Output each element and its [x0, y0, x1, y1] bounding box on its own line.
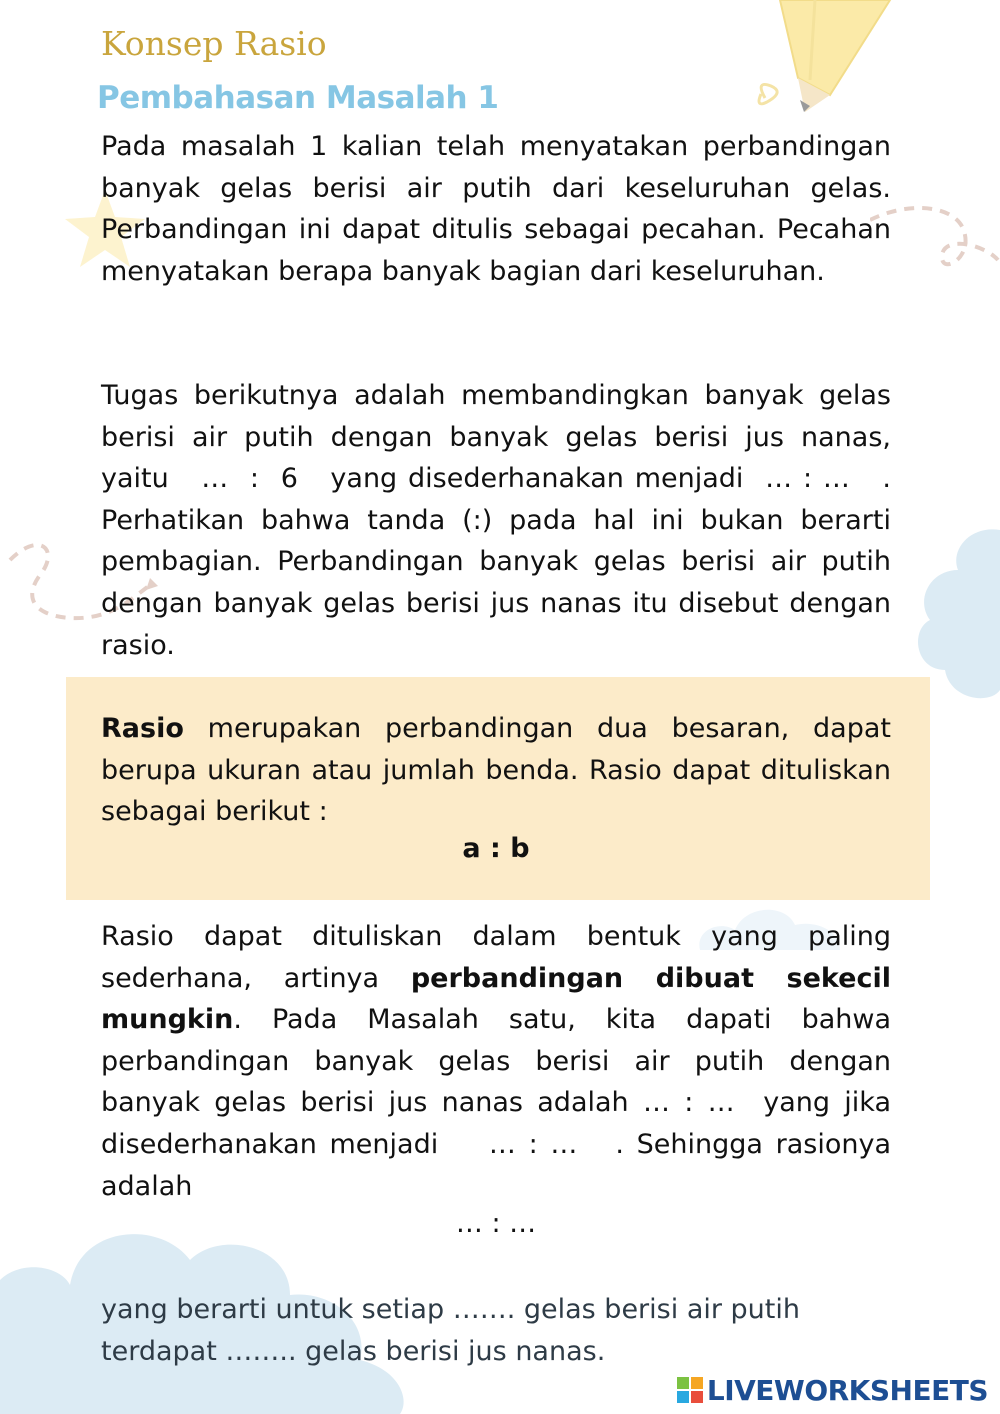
brand-name: LIVEWORKSHEETS [706, 1373, 988, 1407]
liveworksheets-logo [677, 1372, 988, 1408]
ratio-answer-blank: … : … [455, 1208, 537, 1239]
pencil-decoration [740, 0, 940, 125]
definition-body: merupakan perbandingan dua besaran, dapat berupa ukuran atau jumlah benda. Rasio dapat dituliskan sebagai berikut : [101, 713, 891, 828]
page-title: Konsep Rasio [101, 24, 327, 63]
intro-paragraph: Pada masalah 1 kalian telah menyatakan perbandingan banyak gelas berisi air putih dari keseluruhan gelas. Perbandingan ini dapat ditulis sebagai pecahan. Pecahan menyatakan berapa banyak bagian dari keseluruhan. [101, 131, 891, 287]
task-paragraph: Tugas berikutnya adalah membandingkan banyak gelas berisi air putih dengan banyak gelas berisi jus nanas, yaitu … : 6 yang disederhanakan menjadi … : … . Perhatikan bahwa tanda (:) pada hal ini bukan berarti pembagian. Perbandingan banyak gelas berisi air putih dengan banyak gelas berisi jus nanas itu disebut dengan rasio. [101, 380, 891, 661]
ratio-formula: a : b [462, 833, 530, 864]
section-title: Pembahasan Masalah 1 [97, 80, 499, 116]
simplest-form-text-1: Rasio dapat dituliskan dalam bentuk yang paling sederhana, artinya [101, 921, 891, 994]
conclusion-line-1: yang berarti untuk setiap ……. gelas berisi air putih [101, 1294, 800, 1325]
conclusion-line-2: terdapat …….. gelas berisi jus nanas. [101, 1335, 606, 1367]
definition-term: Rasio [101, 713, 184, 744]
definition-text [101, 708, 891, 833]
simplest-form-text-2: . Pada Masalah satu, kita dapati bahwa perbandingan banyak gelas berisi air putih dengan banyak gelas berisi jus nanas adalah … : … yang jika disederhanakan menjadi … : … . Sehingga rasionya adalah [101, 1004, 891, 1202]
liveworksheets-grid-icon [677, 1377, 703, 1403]
simplest-form-emphasis: perbandingan dibuat sekecil mungkin [101, 962, 891, 1036]
simplest-form-paragraph [101, 916, 891, 1207]
conclusion-paragraph [101, 1289, 891, 1372]
